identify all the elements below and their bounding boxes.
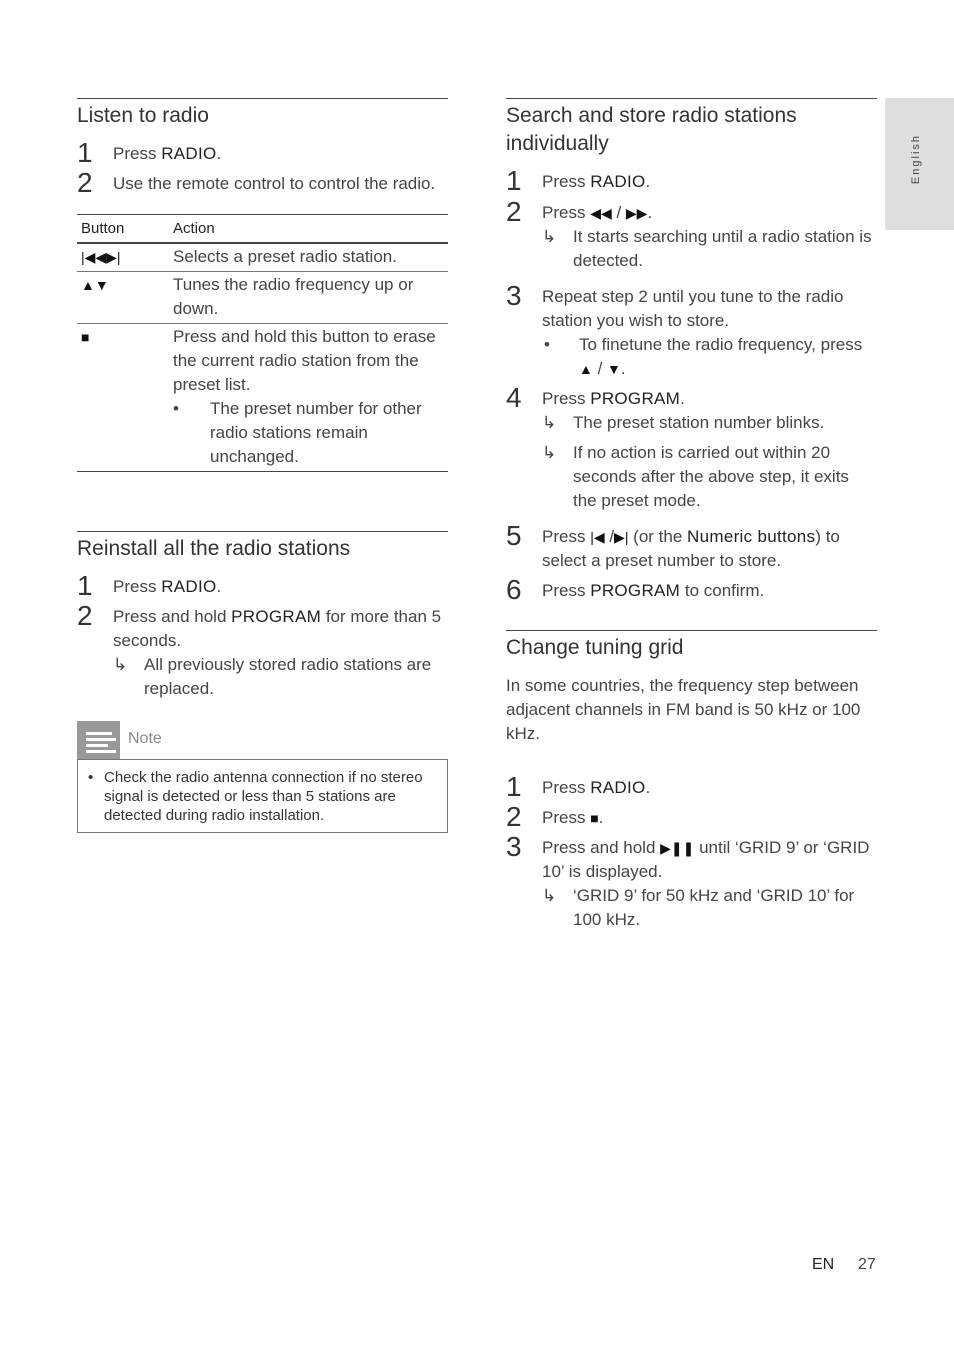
play-pause-icon: ▶❚❚ bbox=[660, 840, 695, 856]
section-rule bbox=[506, 98, 877, 99]
radio-key: RADIO bbox=[161, 144, 217, 163]
step-result: ↳ ‘GRID 9’ for 50 kHz and ‘GRID 10’ for 100 kHz. bbox=[542, 886, 855, 929]
program-key: PROGRAM bbox=[590, 389, 681, 408]
step-3: 3 Repeat step 2 until you tune to the radio station you wish to store. bbox=[506, 280, 844, 330]
section-title-reinstall: Reinstall all the radio stations bbox=[77, 537, 351, 560]
step-number: 2 bbox=[506, 801, 522, 832]
step-number: 4 bbox=[506, 382, 522, 413]
step-2: 2 Use the remote control to control the radio. bbox=[77, 167, 436, 198]
column-header: Button bbox=[77, 215, 169, 244]
numeric-buttons-key: Numeric buttons bbox=[687, 527, 816, 546]
result-arrow-icon: ↳ bbox=[113, 655, 128, 674]
grid-section bbox=[506, 630, 877, 932]
table-cell: Press and hold this button to erase the current radio station from the preset list. bbox=[173, 327, 436, 394]
result-arrow-icon: ↳ bbox=[542, 886, 557, 905]
up-down-icon: ▲▼ bbox=[81, 277, 109, 293]
section-title-listen: Listen to radio bbox=[77, 104, 209, 127]
step-number: 2 bbox=[77, 600, 93, 631]
table-row bbox=[77, 272, 448, 324]
program-key: PROGRAM bbox=[231, 607, 322, 626]
prev-next-icon: |◀◀▶| bbox=[81, 249, 121, 265]
table-cell: Tunes the radio frequency up or down. bbox=[169, 272, 448, 324]
step-result: ↳ It starts searching until a radio station is detected. bbox=[542, 227, 872, 270]
left-column bbox=[77, 98, 448, 472]
step-number: 3 bbox=[506, 831, 522, 862]
step-number: 5 bbox=[506, 520, 522, 551]
step-1: 1 Press RADIO. bbox=[77, 570, 222, 601]
program-key: PROGRAM bbox=[590, 581, 681, 600]
step-number: 2 bbox=[77, 167, 93, 198]
note-icon bbox=[77, 721, 120, 760]
bullet: • bbox=[544, 335, 550, 354]
language-tab-label: English bbox=[910, 134, 922, 185]
section-rule bbox=[506, 630, 877, 631]
step-bullet: • To finetune the radio frequency, press ▲ / ▼. bbox=[544, 335, 863, 378]
result-arrow-icon: ↳ bbox=[542, 227, 557, 246]
step-3: 3 Press and hold ▶❚❚ until ‘GRID 9’ or ‘GRID 10’ is displayed. bbox=[506, 831, 870, 881]
step-result: ↳ The preset station number blinks. bbox=[542, 411, 877, 435]
step-2: 2 Press ◀◀ / ▶▶. bbox=[506, 196, 653, 227]
result-arrow-icon: ↳ bbox=[542, 413, 557, 432]
fast-forward-icon: ▶▶ bbox=[625, 205, 648, 221]
bullet: • bbox=[173, 399, 179, 418]
page-number: 27 bbox=[858, 1256, 876, 1273]
step-5: 5 Press |◀ /▶| (or the Numeric buttons) to select a preset number to store. bbox=[506, 520, 840, 570]
step-result: ↳ All previously stored radio stations are replaced. bbox=[113, 655, 432, 698]
note-body: • Check the radio antenna connection if no stereo signal is detected or less than 5 stations are detected during radio installation. bbox=[77, 759, 448, 833]
step-number: 3 bbox=[506, 280, 522, 311]
table-header-row bbox=[77, 215, 448, 244]
stop-icon: ■ bbox=[81, 329, 90, 345]
step-number: 2 bbox=[506, 196, 522, 227]
note-text: Check the radio antenna connection if no stereo signal is detected or less than 5 stations are detected during radio installation. bbox=[104, 769, 423, 824]
step-number: 6 bbox=[506, 574, 522, 605]
step-2: 2 Press and hold PROGRAM for more than 5 seconds. bbox=[77, 600, 442, 650]
note-label: Note bbox=[128, 730, 162, 747]
step-4: 4 Press PROGRAM. bbox=[506, 382, 685, 413]
grid-intro: In some countries, the frequency step between adjacent channels in FM band is 50 kHz or 100 kHz. bbox=[506, 676, 861, 743]
radio-key: RADIO bbox=[590, 172, 646, 191]
column-header: Action bbox=[169, 215, 448, 244]
stop-icon: ■ bbox=[590, 810, 599, 826]
step-6: 6 Press PROGRAM to confirm. bbox=[506, 574, 765, 605]
step-number: 1 bbox=[506, 165, 522, 196]
step-number: 1 bbox=[77, 137, 93, 168]
step-1: 1 Press RADIO. bbox=[506, 771, 651, 802]
table-row bbox=[77, 243, 448, 272]
next-icon: ▶| bbox=[614, 529, 629, 545]
rewind-icon: ◀◀ bbox=[590, 205, 612, 221]
reinstall-section bbox=[77, 531, 448, 701]
step-2: 2 Press ■. bbox=[506, 801, 604, 832]
step-1: 1 Press RADIO. bbox=[77, 137, 222, 168]
step-number: 1 bbox=[77, 570, 93, 601]
table-row bbox=[77, 324, 448, 472]
right-column bbox=[506, 98, 877, 603]
section-rule bbox=[77, 531, 448, 532]
section-rule bbox=[77, 98, 448, 99]
radio-key: RADIO bbox=[161, 577, 217, 596]
radio-key: RADIO bbox=[590, 778, 646, 797]
step-1: 1 Press RADIO. bbox=[506, 165, 651, 196]
result-arrow-icon: ↳ bbox=[542, 443, 557, 462]
note-box bbox=[77, 721, 448, 833]
down-icon: ▼ bbox=[607, 361, 621, 377]
section-title-search: Search and store radio stations individually bbox=[506, 104, 797, 155]
language-tab bbox=[885, 98, 954, 230]
section-title-grid: Change tuning grid bbox=[506, 636, 684, 659]
table-cell-bullet: The preset number for other radio stations remain unchanged. bbox=[210, 399, 422, 466]
table-cell: Selects a preset radio station. bbox=[169, 243, 448, 272]
step-number: 1 bbox=[506, 771, 522, 802]
footer-lang: EN bbox=[812, 1256, 835, 1273]
up-icon: ▲ bbox=[579, 361, 593, 377]
previous-icon: |◀ bbox=[590, 529, 605, 545]
button-action-table bbox=[77, 214, 448, 472]
step-result: ↳ If no action is carried out within 20 seconds after the above step, it exits the preset mode. bbox=[542, 443, 849, 510]
